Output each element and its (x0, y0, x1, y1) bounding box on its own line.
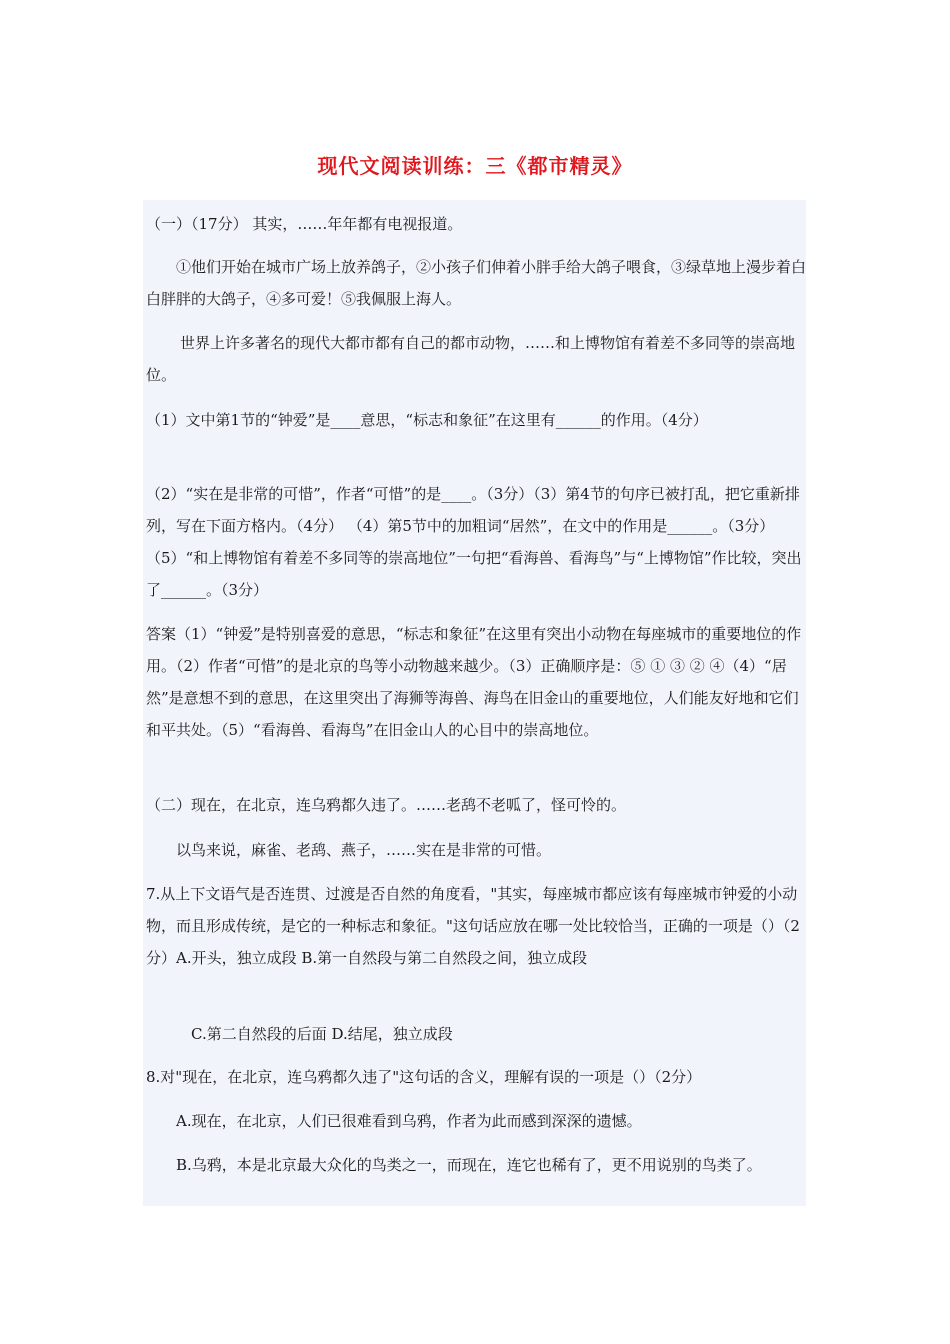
question-1: （1）文中第1节的“钟爱”是____意思，“标志和象征”在这里有______的作用。（4分） (146, 411, 708, 429)
questions-2-to-5: （2）“实在是非常的可惜”，作者“可惜”的是____。（3分）（3）第4节的句序已被打乱，把它重新排列，写在下面方格内。（4分） （4）第5节中的加粗词“居然”，在文中的作用是______。（3分）（5）“和上博物馆有着差不多同等的崇高地位”一句把“看海兽、看海鸟”与“上博物馆”作比较，突出了______。（3分） (146, 485, 802, 599)
excerpt-birds-paragraph: 以鸟来说，麻雀、老鸹、燕子，……实在是非常的可惜。 (176, 841, 552, 859)
excerpt-paragraph: 世界上许多著名的现代大都市都有自己的都市动物，……和上博物馆有着差不多同等的崇高地位。 (146, 334, 796, 384)
question-7: 7.从上下文语气是否连贯、过渡是否自然的角度看，"其实，每座城市都应该有每座城市钟爱的小动物，而且形成传统，是它的一种标志和象征。"这句话应放在哪一处比较恰当，正确的一项是（）（2分）A.开头，独立成段 B.第一自然段与第二自然段之间，独立成段 (146, 885, 800, 967)
section-two-heading: （二）现在，在北京，连乌鸦都久违了。……老鸹不老呱了，怪可怜的。 (146, 796, 627, 814)
answer-paragraph: 答案（1）“钟爱”是特别喜爱的意思，“标志和象征”在这里有突出小动物在每座城市的重要地位的作用。（2）作者“可惜”的是北京的鸟等小动物越来越少。（3）正确顺序是：⑤ ① ③ ② ④（4）“居然”是意想不到的意思，在这里突出了海狮等海兽、海鸟在旧金山的重要地位，人们能友好地和它们和平共处。（5）“看海兽、看海鸟”在旧金山人的心目中的崇高地位。 (146, 625, 802, 739)
question-8-option-b: B.乌鸦，本是北京最大众化的鸟类之一，而现在，连它也稀有了，更不用说别的鸟类了。 (176, 1156, 762, 1174)
question-7-options: C.第二自然段的后面 D.结尾，独立成段 (191, 1025, 453, 1043)
reorder-sentences-paragraph: ①他们开始在城市广场上放养鸽子，②小孩子们伸着小胖手给大鸽子喂食，③绿草地上漫步着白白胖胖的大鸽子，④多可爱！⑤我佩服上海人。 (146, 258, 807, 308)
page-title: 现代文阅读训练：三《都市精灵》 (317, 154, 633, 178)
section-one-heading: （一）（17分） 其实，……年年都有电视报道。 (146, 215, 463, 233)
question-8-option-a: A.现在，在北京，人们已很难看到乌鸦，作者为此而感到深深的遗憾。 (176, 1112, 642, 1130)
question-8: 8.对"现在，在北京，连乌鸦都久违了"这句话的含义，理解有误的一项是（）（2分） (146, 1068, 702, 1086)
